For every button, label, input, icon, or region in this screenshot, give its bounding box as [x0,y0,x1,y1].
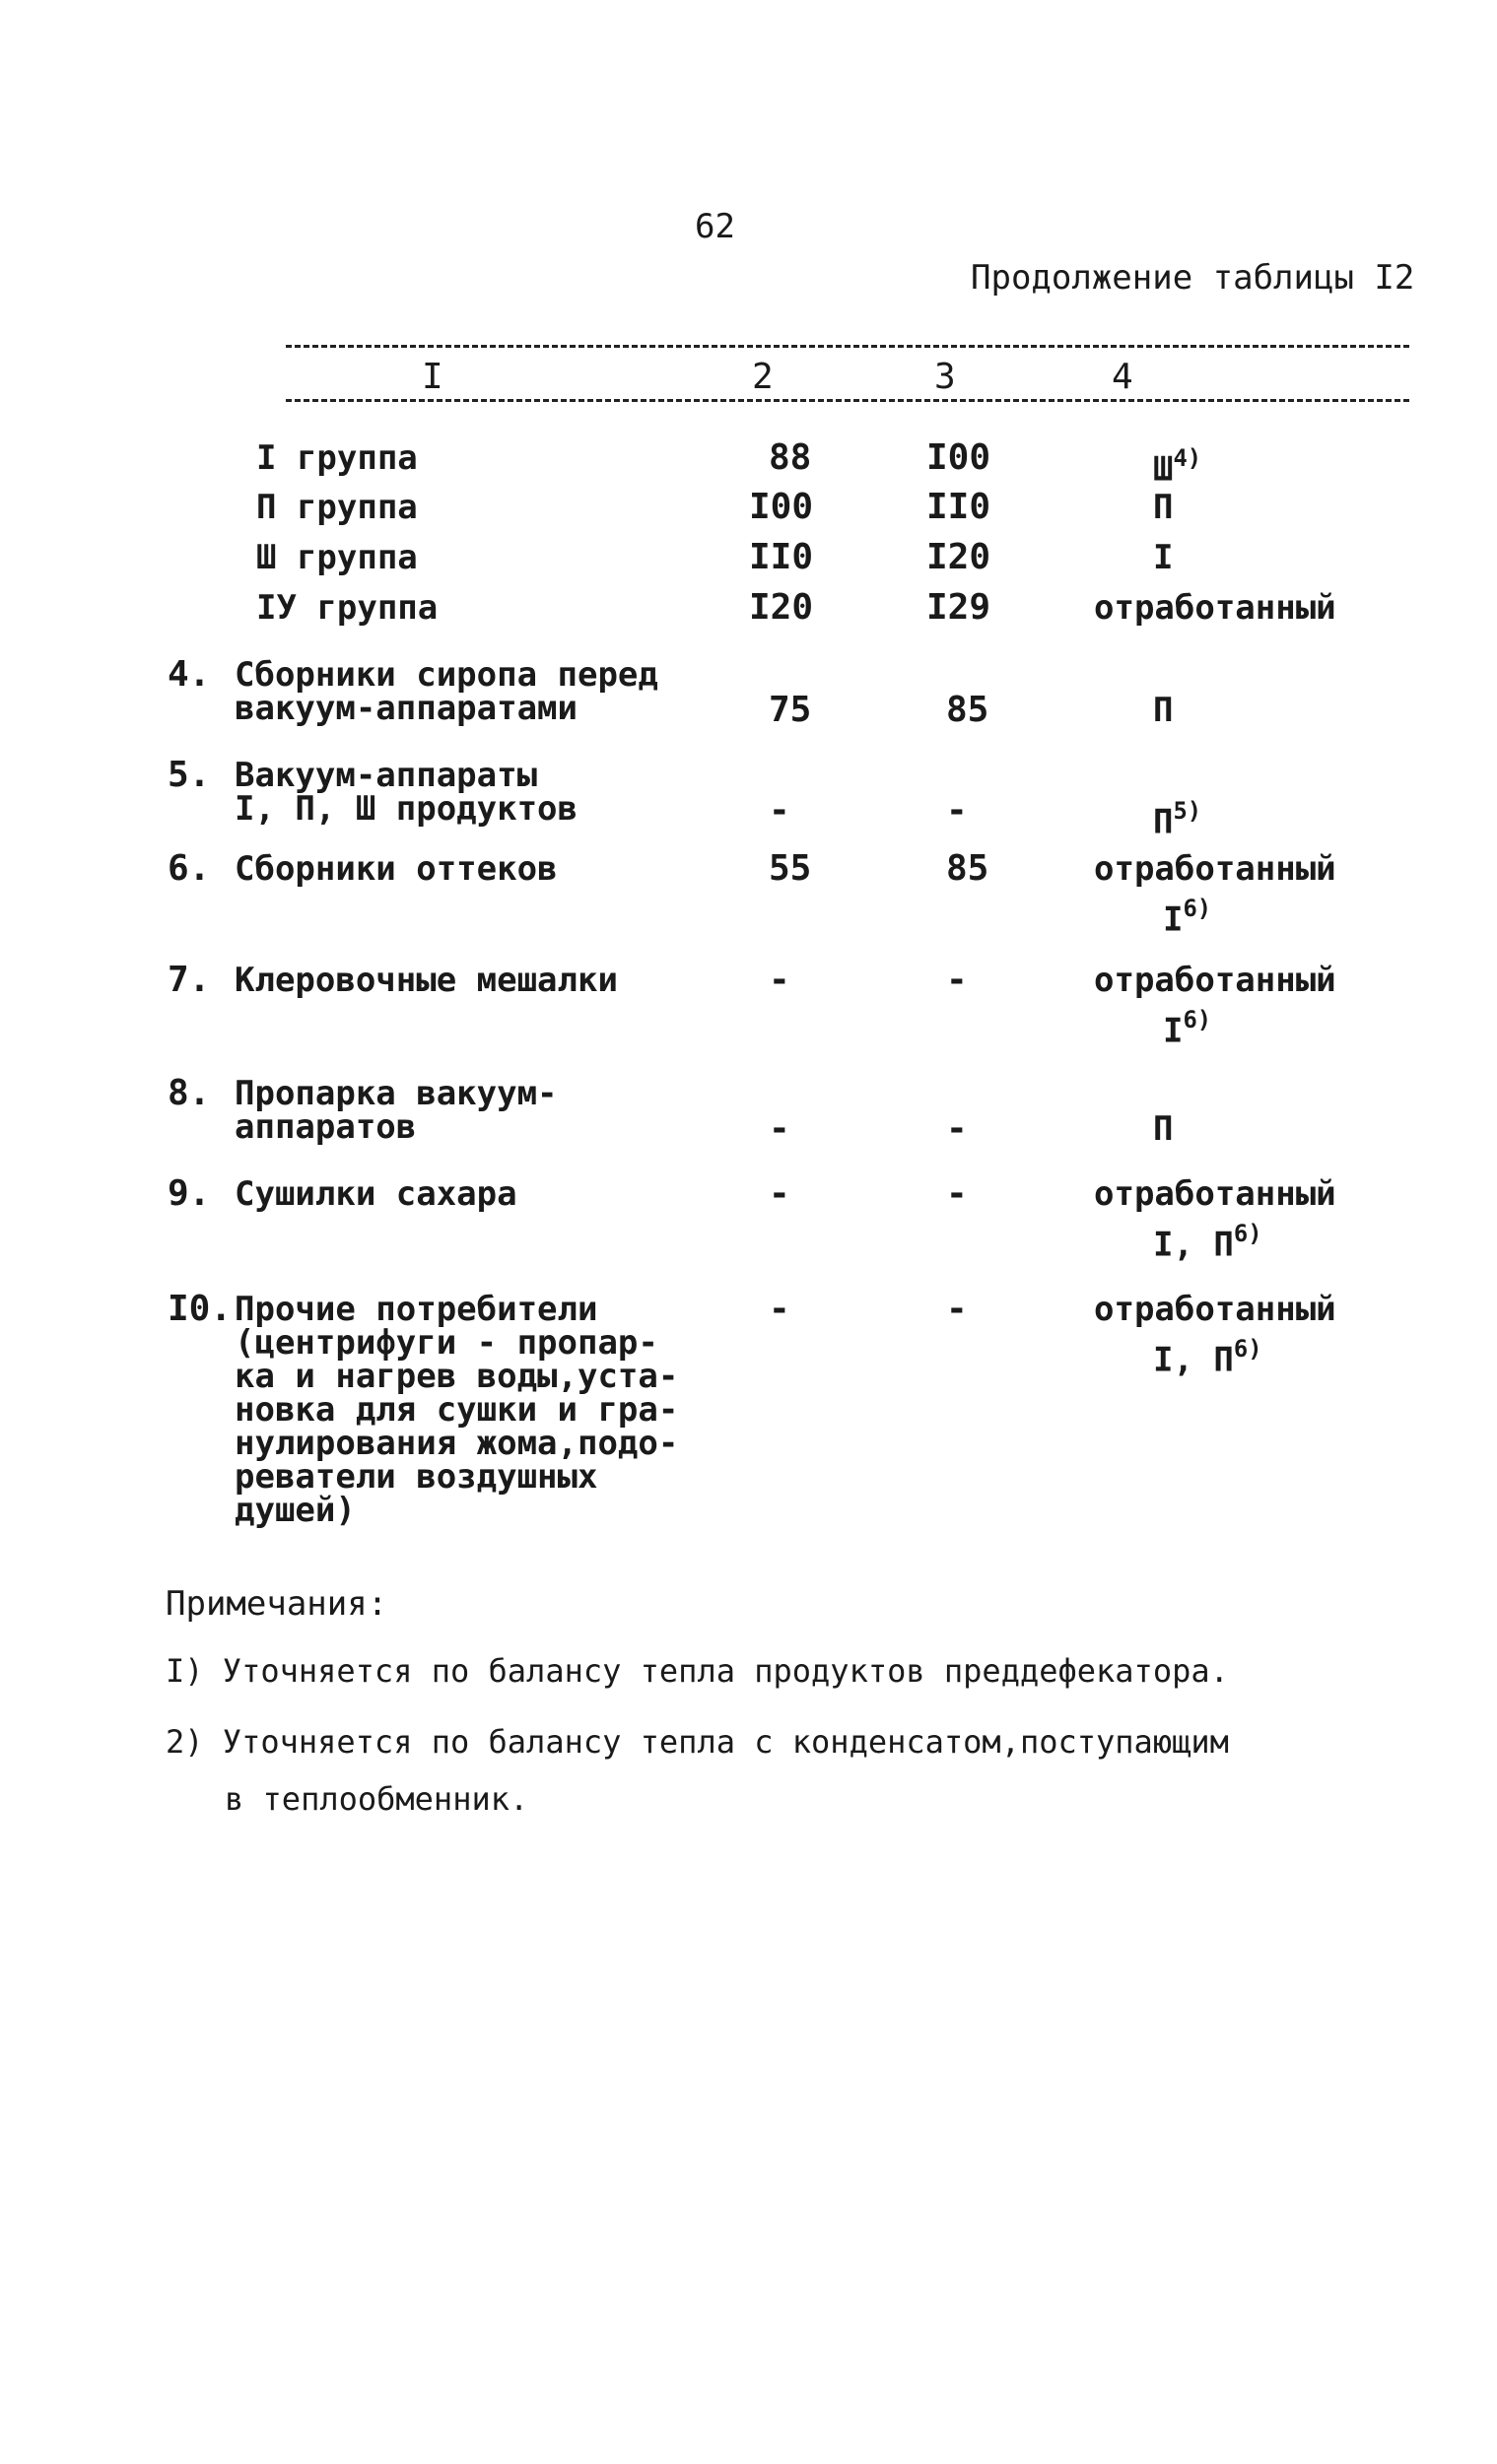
footnote-ref: 4) [1173,444,1202,472]
footnote-ref: 5) [1173,797,1202,825]
row-number: 5. [168,755,211,795]
col-header-3: 3 [934,357,956,397]
cell-col2: - [769,790,790,831]
col-header-4: 4 [1112,357,1133,397]
cell-col3: - [946,1173,968,1214]
cell-col4-line2 [1163,1003,1212,1051]
cell-col4 [1153,441,1202,490]
note-marker: I) [166,1652,204,1690]
page-number: 62 [695,207,735,246]
cell-col3: I00 [926,437,991,478]
cell-col4-text: I [1153,538,1174,577]
cell-col4-line2 [1163,892,1212,940]
footnote-ref: 6) [1183,1006,1212,1033]
cell-col4 [1153,488,1174,527]
row-name: Ш группа [256,538,418,577]
row-name: Сборники сиропа перед вакуум-аппаратами [235,655,658,728]
note-marker: 2) [166,1723,204,1761]
row-name: Сборники оттеков [235,849,558,889]
note-text: Уточняется по балансу тепла с конденсатом,поступающим [222,1723,1229,1761]
table-continuation-caption: Продолжение таблицы I2 [971,258,1415,298]
table-header-rule [286,399,1409,402]
cell-col3: 85 [946,848,989,889]
cell-col4-text: Ш [1153,449,1174,490]
cell-col2: II0 [749,537,814,577]
row-name: IУ группа [256,588,439,628]
footnote-ref: 6) [1233,1335,1262,1363]
row-name: Вакуум-аппараты I, П, Ш продуктов [235,756,578,829]
row-number: 6. [168,848,211,889]
row-name: Сушилки сахара [235,1174,517,1214]
footnote-ref: 6) [1183,895,1212,922]
cell-col2: - [769,1289,790,1329]
cell-col4 [1094,961,1336,1000]
note-2-continuation: в теплообменник. [225,1780,529,1818]
note-text: Уточняется по балансу тепла продуктов преддефекатора. [222,1652,1229,1690]
col-header-1: I [422,357,443,397]
notes-title: Примечания: [166,1584,388,1624]
row-name: Пропарка вакуум- аппаратов [235,1074,558,1147]
note-2 [166,1723,1229,1761]
cell-col2: I20 [749,587,814,628]
row-number: 4. [168,654,211,695]
cell-col4-line2-text: I [1163,899,1184,940]
col-header-2: 2 [752,357,774,397]
cell-col4-text: П [1153,691,1174,730]
cell-col4 [1094,1174,1336,1214]
cell-col4 [1153,538,1174,577]
cell-col4-line2-text: I, П [1153,1225,1234,1265]
row-name: Клеровочные мешалки [235,961,618,1000]
cell-col2: - [769,960,790,1000]
cell-col4 [1153,691,1174,730]
cell-col4-text: П [1153,802,1174,842]
cell-col4-text: отработанный [1094,961,1336,1000]
cell-col3: I20 [926,537,991,577]
cell-col4-line2 [1153,1332,1262,1380]
cell-col2: 75 [769,690,812,730]
cell-col3: - [946,790,968,831]
row-name: Прочие потребители (центрифуги - пропар- ка и нагрев воды,уста- новка для сушки и гра- нулирования жома,подо- реватели воздушных душей) [235,1290,679,1530]
cell-col3: - [946,1108,968,1149]
cell-col4-line2-text: I [1163,1011,1184,1051]
cell-col4 [1094,1290,1336,1329]
cell-col2: I00 [749,487,814,527]
cell-col3: 85 [946,690,989,730]
row-number: 7. [168,960,211,1000]
table-top-rule [286,345,1409,348]
cell-col4 [1094,849,1336,889]
cell-col2: - [769,1108,790,1149]
cell-col4-text: П [1153,488,1174,527]
row-name: I группа [256,438,418,478]
row-number: 8. [168,1073,211,1113]
cell-col4 [1153,794,1202,842]
cell-col2: - [769,1173,790,1214]
footnote-ref: 6) [1233,1220,1262,1247]
row-number: I0. [168,1289,233,1329]
cell-col4 [1094,588,1336,628]
cell-col4-text: П [1153,1109,1174,1149]
cell-col4-text: отработанный [1094,1174,1336,1214]
row-number: 9. [168,1173,211,1214]
cell-col3: - [946,1289,968,1329]
row-name: П группа [256,488,418,527]
cell-col3: II0 [926,487,991,527]
cell-col4-text: отработанный [1094,849,1336,889]
cell-col4-line2 [1153,1217,1262,1265]
cell-col4-text: отработанный [1094,1290,1336,1329]
cell-col3: - [946,960,968,1000]
cell-col2: 55 [769,848,812,889]
cell-col4-text: отработанный [1094,588,1336,628]
cell-col4 [1153,1109,1174,1149]
cell-col4-line2-text: I, П [1153,1340,1234,1380]
cell-col2: 88 [769,437,812,478]
cell-col3: I29 [926,587,991,628]
note-1 [166,1652,1229,1690]
